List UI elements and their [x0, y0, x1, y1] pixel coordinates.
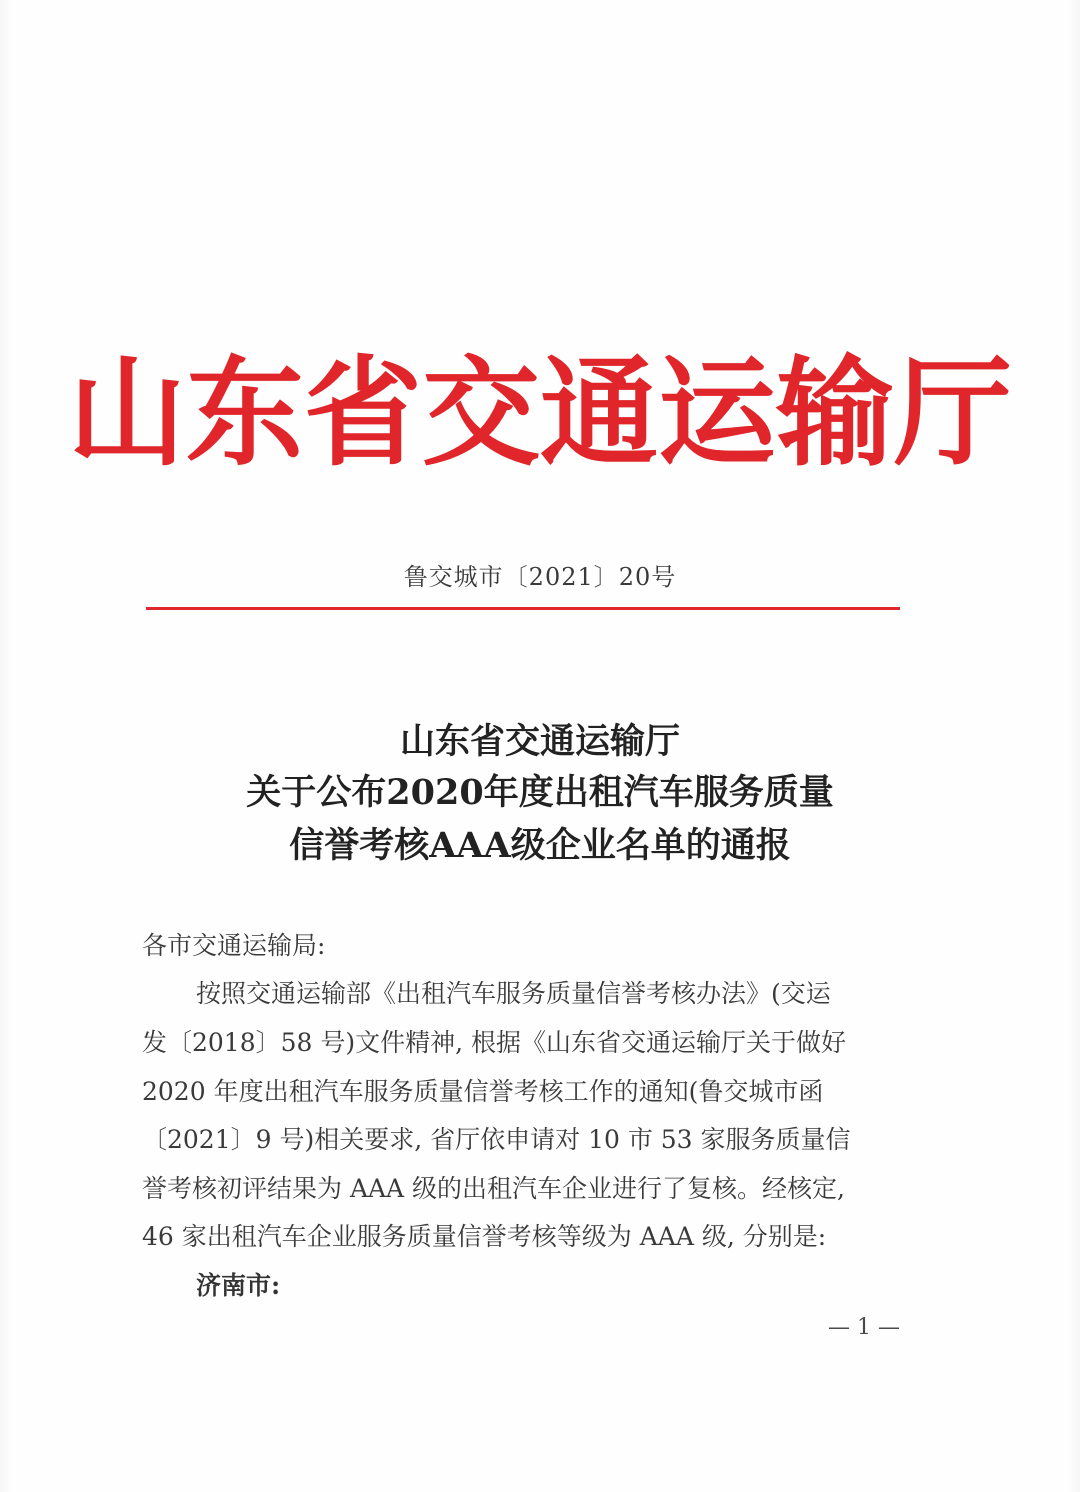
body-line-2: 发〔2018〕58 号)文件精神, 根据《山东省交通运输厅关于做好	[142, 1028, 847, 1057]
red-separator-line	[146, 607, 900, 610]
document-number: 鲁交城市〔2021〕20号	[403, 563, 677, 591]
page-number: — 1 —	[828, 1315, 900, 1340]
body-line-6: 46 家出租汽车企业服务质量信誉考核等级为 AAA 级, 分别是:	[142, 1222, 827, 1251]
title-line-3: 信誉考核AAA级企业名单的通报	[289, 825, 791, 866]
salutation: 各市交通运输局:	[142, 931, 326, 960]
section-heading-jinan: 济南市:	[196, 1271, 281, 1300]
title-line-2: 关于公布2020年度出租汽车服务质量	[246, 772, 834, 813]
body-line-3: 2020 年度出租汽车服务质量信誉考核工作的通知(鲁交城市函	[142, 1077, 824, 1106]
title-line-1: 山东省交通运输厅	[399, 721, 680, 762]
red-masthead: 山东省交通运输厅	[67, 343, 1012, 482]
body-line-1: 按照交通运输部《出租汽车服务质量信誉考核办法》(交运	[196, 979, 831, 1008]
body-line-4: 〔2021〕9 号)相关要求, 省厅依申请对 10 市 53 家服务质量信	[142, 1125, 851, 1154]
body-line-5: 誉考核初评结果为 AAA 级的出租汽车企业进行了复核。经核定,	[142, 1174, 846, 1203]
